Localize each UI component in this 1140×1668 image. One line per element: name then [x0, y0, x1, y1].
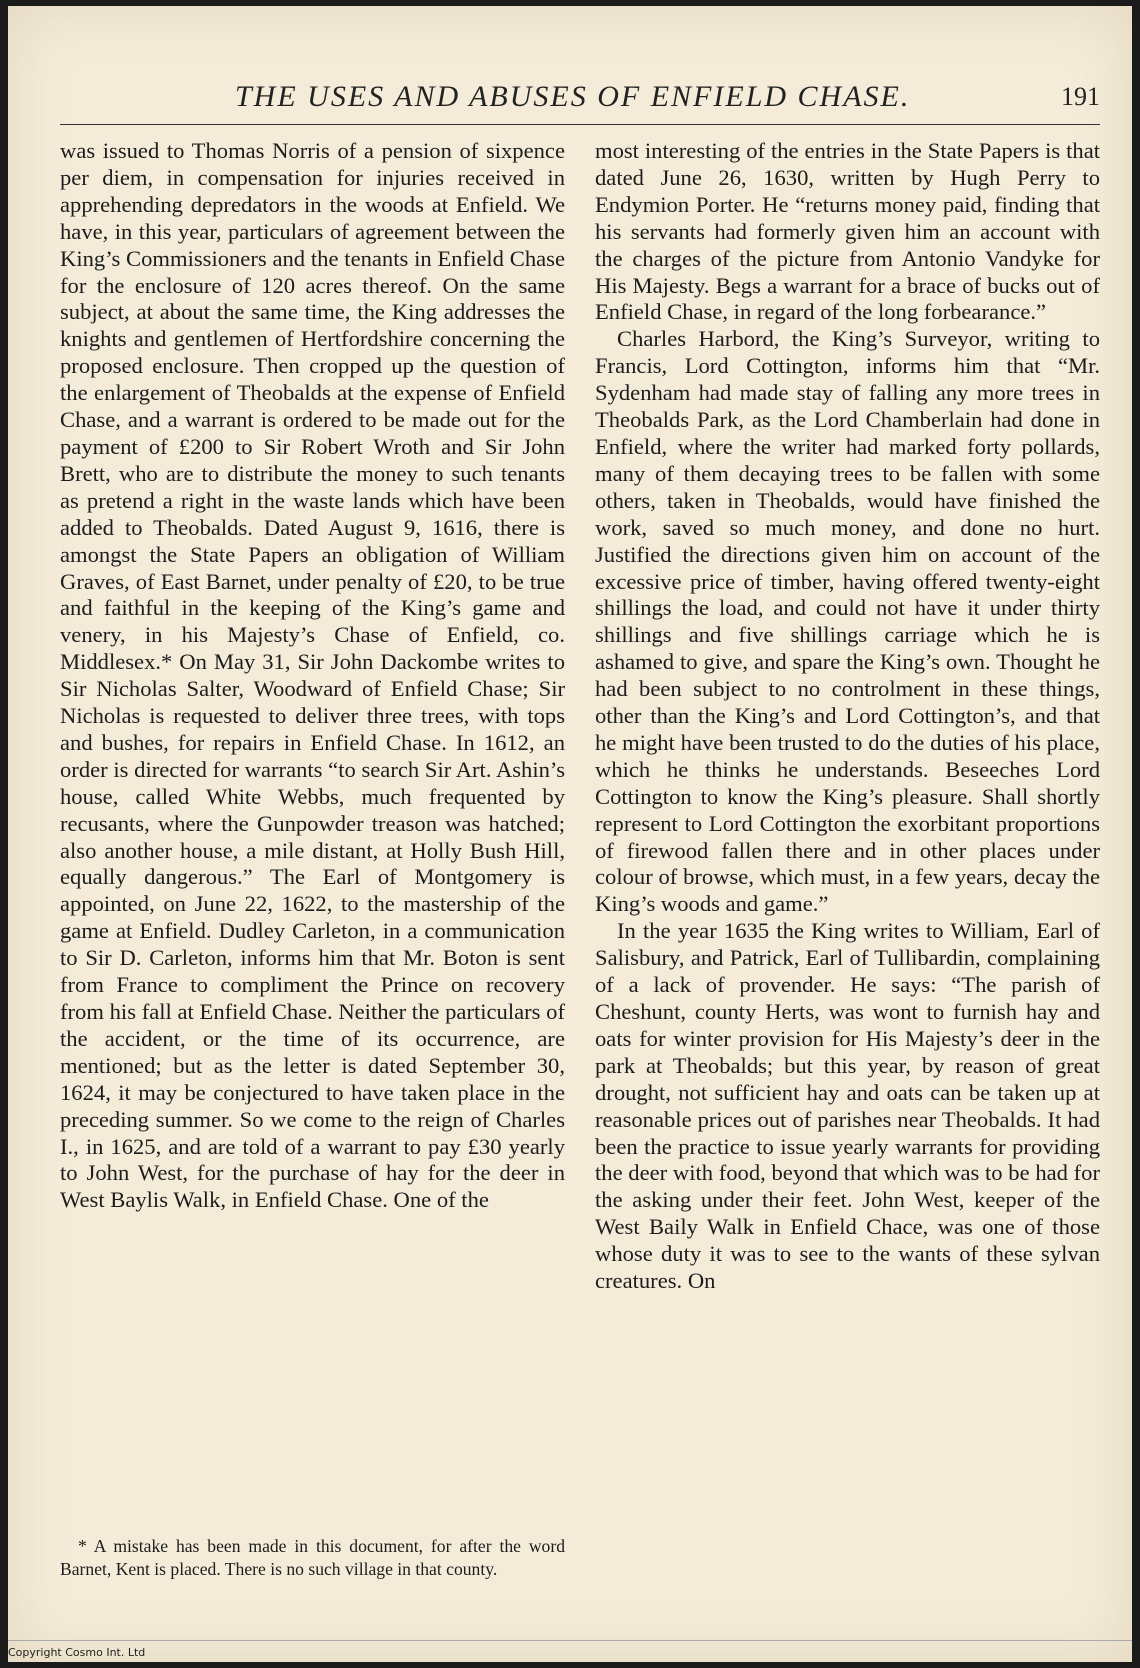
left-paragraph-1: was issued to Thomas Norris of a pension of sixpence per diem, in compensation for injuries received in apprehending depredators in the woods at Enfield. We have, in this year, particulars of agreement between the King’s Commissioners and the tenants in Enfield Chase for the enclosure of 120 acres thereof. On the same subject, at about the same time, the King addresses the knights and gentlemen of Hertfordshire concerning the proposed enclosure. Then cropped up the question of the enlargement of Theobalds at the expense of Enfield Chase, and a warrant is ordered to be made out for the payment of £200 to Sir Robert Wroth and Sir John Brett, who are to distribute the money to such tenants as pretend a right in the waste lands which have been added to Theobalds. Dated August 9, 1616, there is amongst the State Papers an obligation of William Graves, of East Barnet, under penalty of £20, to be true and faithful in the keeping of the King’s game and venery, in his Majesty’s Chase of Enfield, co. Middlesex.* On May 31, Sir John Dackombe writes to Sir Nicholas Salter, Woodward of Enfield Chase; Sir Nicholas is requested to deliver three trees, with tops and bushes, for repairs in Enfield Chase. In 1612, an order is directed for warrants “to search Sir Art. Ashin’s house, called White Webbs, much frequented by recusants, where the Gunpowder treason was hatched; also another house, a mile distant, at Holly Bush Hill, equally dangerous.” The Earl of Montgomery is appointed, on June 22, 1622, to the mastership of the game at Enfield. Dudley Carleton, in a communication to Sir D. Carleton, informs him that Mr. Boton is sent from France to compliment the Prince on recovery from his fall at Enfield Chase. Neither the particulars of the accident, or the time of its occurrence, are mentioned; but as the letter is dated September 30, 1624, it may be conjectured to have taken place in the preceding summer. So we come to the reign of Charles I., in 1625, and are told of a warrant to pay £30 yearly to John West, for the purchase of hay for the deer in West Baylis Walk, in Enfield Chase. One of the	[60, 138, 565, 1213]
right-paragraph-2: Charles Harbord, the King’s Surveyor, writing to Francis, Lord Cottington, informs him that “Mr. Sydenham had made stay of falling any more trees in Theobalds Park, as the Lord Chamberlain had done in Enfield, where the writer had marked forty pollards, many of them decaying trees to be fallen with some others, taken in Theobalds, would have finished the work, saved so much money, and done no hurt. Justified the directions given him on account of the excessive price of timber, having offered twenty-eight shillings the load, and could not have it under thirty shillings and five shillings carriage which he is ashamed to give, and spare the King’s own. Thought he had been subject to no controlment in these things, other than the King’s and Lord Cottington’s, and that he might have been trusted to do the duties of his place, which he thinks he understands. Beseeches Lord Cottington to know the King’s pleasure. Shall shortly represent to Lord Cottington the exorbitant proportions of firewood fallen there and in other places under colour of browse, which must, in a few years, decay the King’s woods and game.”	[595, 326, 1100, 917]
left-column	[60, 138, 565, 1214]
right-column	[595, 138, 1100, 1295]
running-title: THE USES AND ABUSES OF ENFIELD CHASE.	[235, 80, 911, 113]
right-paragraph-3: In the year 1635 the King writes to William, Earl of Salisbury, and Patrick, Earl of Tullibardin, complaining of a lack of provender. He says: “The parish of Cheshunt, county Herts, was wont to furnish hay and oats for winter provision for His Majesty’s deer in the park at Theobalds; but this year, by reason of great drought, not sufficient hay and oats can be taken up at reasonable prices out of parishes near Theobalds. It had been the practice to issue yearly warrants for providing the deer with food, beyond that which was to be had for the asking under their feet. John West, keeper of the West Baily Walk in Enfield Chace, was one of those whose duty it was to see to the wants of these sylvan creatures. On	[595, 918, 1100, 1294]
book-page	[8, 6, 1132, 1662]
page-number: 191	[1061, 82, 1100, 111]
copyright-notice: Copyright Cosmo Int. Ltd	[8, 1646, 146, 1659]
header-rule	[60, 124, 1100, 125]
right-paragraph-1: most interesting of the entries in the State Papers is that dated June 26, 1630, written by Hugh Perry to Endymion Porter. He “returns money paid, finding that his servants had formerly given him an account with the charges of the picture from Antonio Vandyke for His Majesty. Begs a warrant for a brace of bucks out of Enfield Chase, in regard of the long forbearance.”	[595, 138, 1100, 325]
page-header	[60, 80, 1100, 120]
footer-divider	[8, 1640, 1132, 1641]
footnote: * A mistake has been made in this document, for after the word Barnet, Kent is placed. There is no such village in that county.	[60, 1536, 565, 1579]
